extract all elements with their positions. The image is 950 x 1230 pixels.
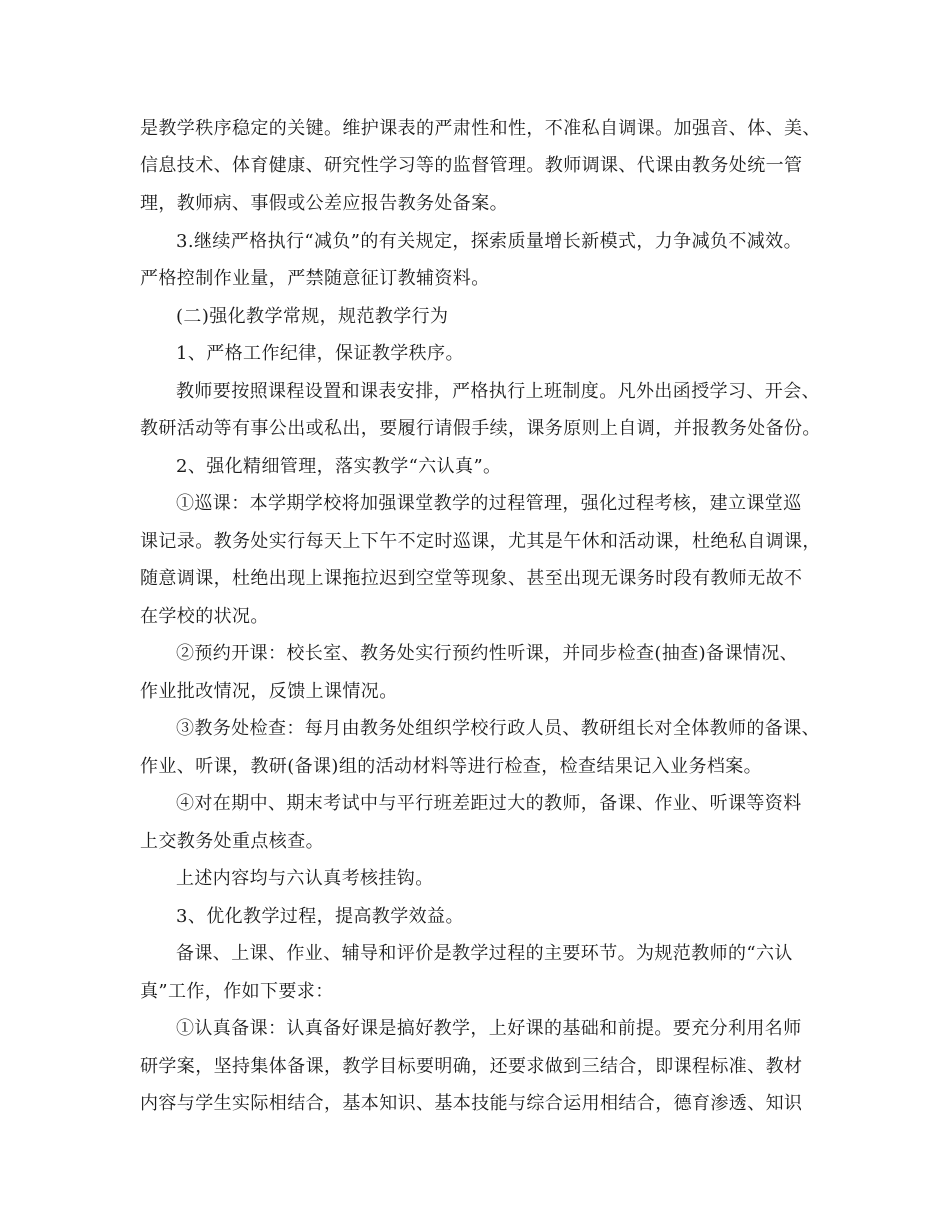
paragraph-line: 内容与学生实际相结合，基本知识、基本技能与综合运用相结合，德育渗透、知识: [140, 1093, 803, 1114]
subsection-heading: 1、严格工作纪律，保证教学秩序。: [176, 343, 464, 364]
paragraph-line: 教研活动等有事公出或私出，要履行请假手续，课务原则上自调，并报教务处备份。: [140, 418, 821, 439]
paragraph-line: ③教务处检查：每月由教务处组织学校行政人员、教研组长对全体教师的备课、: [176, 718, 820, 739]
paragraph-line: 上述内容均与六认真考核挂钩。: [176, 868, 434, 889]
paragraph-line: 理，教师病、事假或公差应报告教务处备案。: [140, 193, 508, 214]
subsection-heading: 3、优化教学过程，提高教学效益。: [176, 906, 464, 927]
paragraph-line: ①巡课：本学期学校将加强课堂教学的过程管理，强化过程考核，建立课堂巡: [176, 493, 802, 514]
paragraph-line: 课记录。教务处实行每天上下午不定时巡课，尤其是午休和活动课，杜绝私自调课，: [140, 531, 821, 552]
paragraph-line: 研学案，坚持集体备课，教学目标要明确，还要求做到三结合，即课程标准、教材: [140, 1056, 803, 1077]
paragraph-line: 信息技术、体育健康、研究性学习等的监督管理。教师调课、代课由教务处统一管: [140, 155, 803, 176]
paragraph-line: 是教学秩序稳定的关键。维护课表的严肃性和性，不准私自调课。加强音、体、美、: [140, 118, 821, 139]
paragraph-line: 上交教务处重点核查。: [140, 831, 324, 852]
paragraph-line: 真”工作，作如下要求：: [140, 981, 334, 1002]
paragraph-line: 随意调课，杜绝出现上课拖拉迟到空堂等现象、甚至出现无课务时段有教师无故不: [140, 568, 803, 589]
subsection-heading: 2、强化精细管理，落实教学“六认真”。: [176, 456, 502, 477]
paragraph-line: ②预约开课：校长室、教务处实行预约性听课，并同步检查(抽查)备课情况、: [176, 643, 799, 664]
paragraph-line: 作业批改情况，反馈上课情况。: [140, 681, 398, 702]
paragraph-line: 3.继续严格执行“减负”的有关规定，探索质量增长新模式，力争减负不减效。: [176, 231, 802, 252]
paragraph-line: 备课、上课、作业、辅导和评价是教学过程的主要环节。为规范教师的“六认: [176, 943, 793, 964]
paragraph-line: 教师要按照课程设置和课表安排，严格执行上班制度。凡外出函授学习、开会、: [176, 381, 820, 402]
section-heading: (二)强化教学常规，规范教学行为: [176, 306, 449, 327]
paragraph-line: 严格控制作业量，严禁随意征订教辅资料。: [140, 268, 490, 289]
paragraph-line: ①认真备课：认真备好课是搞好教学，上好课的基础和前提。要充分利用名师: [176, 1018, 802, 1039]
paragraph-line: 作业、听课，教研(备课)组的活动材料等进行检查，检查结果记入业务档案。: [140, 756, 763, 777]
paragraph-line: 在学校的状况。: [140, 606, 269, 627]
paragraph-line: ④对在期中、期末考试中与平行班差距过大的教师，备课、作业、听课等资料: [176, 793, 802, 814]
